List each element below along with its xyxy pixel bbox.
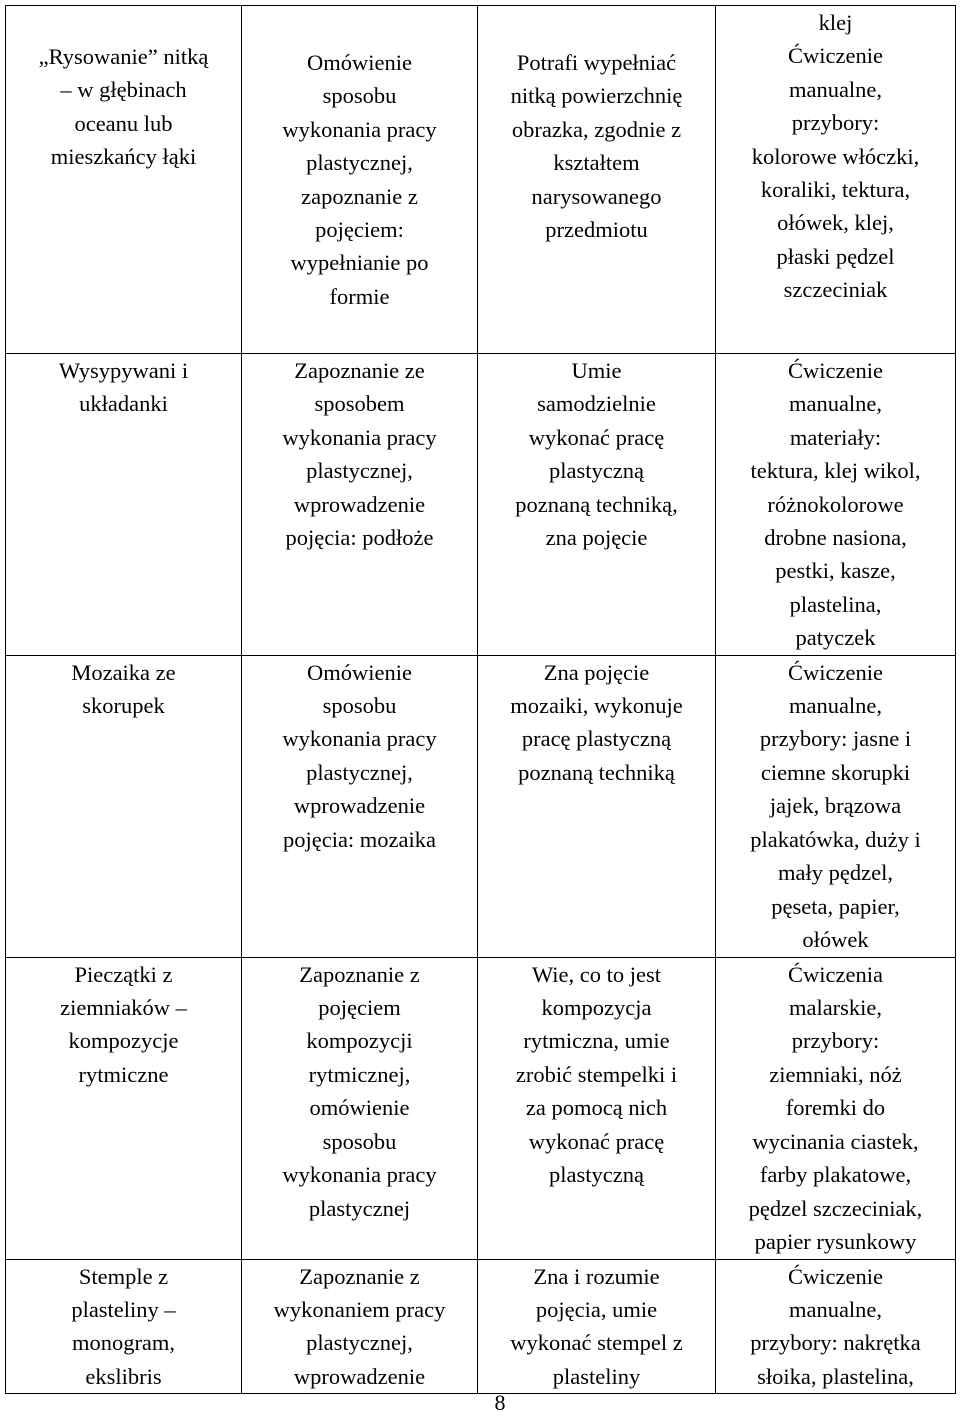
materials-cell: klej Ćwiczenie manualne, przybory: kolorowe włóczki, koraliki, tektura, ołówek, klej, płaski pędzel szczeciniak xyxy=(716,6,956,354)
content-cell: Zapoznanie z wykonaniem pracy plastycznej, wprowadzenie xyxy=(242,1259,478,1394)
topic-cell: „Rysowanie” nitką – w głębinach oceanu lub mieszkańcy łąki xyxy=(6,6,242,354)
outcome-cell: Zna i rozumie pojęcia, umie wykonać stempel z plasteliny xyxy=(478,1259,716,1394)
page-number: 8 xyxy=(494,1390,506,1415)
lesson-plan-table xyxy=(5,5,956,1394)
table-row xyxy=(6,354,956,656)
topic-cell: Pieczątki z ziemniaków – kompozycje rytmiczne xyxy=(6,957,242,1259)
materials-cell: Ćwiczenie manualne, materiały: tektura, klej wikol, różnokolorowe drobne nasiona, pestki, kasze, plastelina, patyczek xyxy=(716,354,956,656)
outcome-cell: Zna pojęcie mozaiki, wykonuje pracę plastyczną poznaną techniką xyxy=(478,655,716,957)
outcome-cell: Potrafi wypełniać nitką powierzchnię obrazka, zgodnie z kształtem narysowanego przedmiotu xyxy=(478,6,716,354)
topic-cell: Stemple z plasteliny – monogram, ekslibris xyxy=(6,1259,242,1394)
content-cell: Omówienie sposobu wykonania pracy plastycznej, wprowadzenie pojęcia: mozaika xyxy=(242,655,478,957)
materials-cell: Ćwiczenie manualne, przybory: nakrętka słoika, plastelina, xyxy=(716,1259,956,1394)
table-row xyxy=(6,1259,956,1394)
materials-cell: Ćwiczenia malarskie, przybory: ziemniaki, nóż foremki do wycinania ciastek, farby plakatowe, pędzel szczeciniak, papier rysunkowy xyxy=(716,957,956,1259)
table-row xyxy=(6,957,956,1259)
table-row xyxy=(6,6,956,354)
content-cell: Zapoznanie z pojęciem kompozycji rytmicznej, omówienie sposobu wykonania pracy plastycznej xyxy=(242,957,478,1259)
table-row xyxy=(6,655,956,957)
topic-cell: Mozaika ze skorupek xyxy=(6,655,242,957)
outcome-cell: Wie, co to jest kompozycja rytmiczna, umie zrobić stempelki i za pomocą nich wykonać pracę plastyczną xyxy=(478,957,716,1259)
topic-cell: Wysypywani i układanki xyxy=(6,354,242,656)
outcome-cell: Umie samodzielnie wykonać pracę plastyczną poznaną techniką, zna pojęcie xyxy=(478,354,716,656)
materials-cell: Ćwiczenie manualne, przybory: jasne i ciemne skorupki jajek, brązowa plakatówka, duży i mały pędzel, pęseta, papier, ołówek xyxy=(716,655,956,957)
content-cell: Zapoznanie ze sposobem wykonania pracy plastycznej, wprowadzenie pojęcia: podłoże xyxy=(242,354,478,656)
content-cell: Omówienie sposobu wykonania pracy plastycznej, zapoznanie z pojęciem: wypełnianie po formie xyxy=(242,6,478,354)
